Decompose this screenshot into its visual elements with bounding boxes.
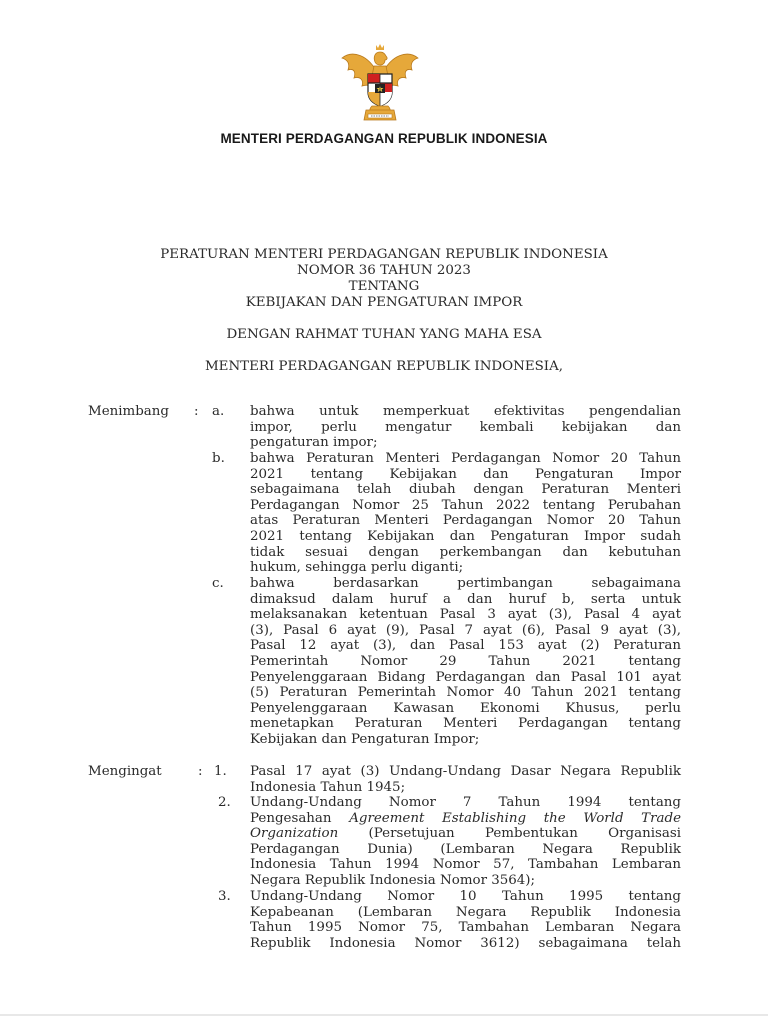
ministry-heading: MENTERI PERDAGANGAN REPUBLIK INDONESIA	[220, 131, 548, 146]
invocation: DENGAN RAHMAT TUHAN YANG MAHA ESA	[226, 327, 542, 342]
text-line: Republik Indonesia Nomor 3612) sebagaimana telah	[250, 935, 681, 951]
text-line: menetapkan Peraturan Menteri Perdagangan tentang	[250, 716, 681, 732]
title-line-4: KEBIJAKAN DAN PENGATURAN IMPOR	[245, 295, 523, 310]
text-line: Perdagangan Dunia) (Lembaran Negara Republik	[250, 841, 681, 857]
legal-basis-item-1	[250, 764, 681, 795]
consideration-marker-a: a.	[212, 404, 225, 419]
text-line: Pasal 17 ayat (3) Undang-Undang Dasar Negara Republik	[250, 764, 681, 779]
text-line: bahwa berdasarkan pertimbangan sebagaimana	[250, 576, 681, 591]
text-line: bahwa untuk memperkuat efektivitas pengendalian	[250, 404, 681, 419]
text-line: melaksanakan ketentuan Pasal 3 ayat (3), Pasal 4 ayat	[250, 607, 681, 623]
consideration-item-a	[250, 404, 681, 451]
menimbang-colon: :	[194, 404, 199, 419]
text-line: Penyelenggaraan Bidang Perdagangan dan Pasal 101 ayat	[250, 669, 681, 685]
consideration-marker-b: b.	[212, 451, 225, 466]
text-line: sebagaimana telah diubah dengan Peraturan Menteri	[250, 482, 681, 498]
text-line: impor, perlu mengatur kembali kebijakan dan	[250, 419, 681, 435]
text-line: Perdagangan Nomor 25 Tahun 2022 tentang Perubahan	[250, 497, 681, 513]
text-line: Undang-Undang Nomor 7 Tahun 1994 tentang	[250, 795, 681, 810]
scan-edge-divider	[0, 1014, 768, 1016]
mengingat-colon: :	[198, 764, 203, 779]
text-line	[250, 811, 681, 827]
text-line: Indonesia Tahun 1994 Nomor 57, Tambahan Lembaran	[250, 857, 681, 873]
regulation-title	[0, 247, 768, 311]
mengingat-label: Mengingat	[88, 764, 162, 779]
text-line: dimaksud dalam huruf a dan huruf b, serta untuk	[250, 591, 681, 607]
text-line: hukum, sehingga perlu diganti;	[250, 560, 464, 576]
text-fragment: Pengesahan	[250, 810, 350, 826]
text-line: bahwa Peraturan Menteri Perdagangan Nomor 20 Tahun	[250, 451, 681, 466]
text-line: Tahun 1995 Nomor 75, Tambahan Lembaran Negara	[250, 920, 681, 936]
legal-basis-marker-1: 1.	[214, 764, 227, 779]
legal-basis-item-3	[250, 889, 681, 951]
text-line: Negara Republik Indonesia Nomor 3564);	[250, 872, 536, 888]
text-line	[250, 826, 681, 842]
italic-title: Agreement Establishing the World Trade	[349, 810, 681, 826]
text-line: atas Peraturan Menteri Perdagangan Nomor 20 Tahun	[250, 513, 681, 529]
consideration-item-c	[250, 576, 681, 748]
text-line: 2021 tentang Kebijakan dan Pengaturan Impor	[250, 466, 681, 482]
text-line: (5) Peraturan Pemerintah Nomor 40 Tahun 2021 tentang	[250, 685, 681, 701]
title-line-3: TENTANG	[348, 279, 420, 294]
text-fragment: (Persetujuan Pembentukan Organisasi	[338, 826, 681, 842]
text-line: Pemerintah Nomor 29 Tahun 2021 tentang	[250, 653, 681, 669]
text-line: 2021 tentang Kebijakan dan Pengaturan Impor sudah	[250, 528, 681, 544]
consideration-marker-c: c.	[212, 576, 224, 591]
text-line: Penyelenggaraan Kawasan Ekonomi Khusus, perlu	[250, 700, 681, 716]
text-line: Pasal 12 ayat (3), dan Pasal 153 ayat (2) Peraturan	[250, 638, 681, 654]
text-line: Kepabeanan (Lembaran Negara Republik Indonesia	[250, 904, 681, 920]
menimbang-label: Menimbang	[88, 404, 169, 419]
text-line: tidak sesuai dengan perkembangan dan kebutuhan	[250, 544, 681, 560]
legal-basis-marker-3: 3.	[218, 889, 231, 904]
issuer-line: MENTERI PERDAGANGAN REPUBLIK INDONESIA,	[204, 359, 564, 374]
title-line-2: NOMOR 36 TAHUN 2023	[297, 263, 471, 278]
italic-title: Organization	[250, 826, 339, 842]
text-line: (3), Pasal 6 ayat (9), Pasal 7 ayat (6), Pasal 9 ayat (3),	[250, 622, 681, 638]
legal-basis-marker-2: 2.	[218, 795, 231, 810]
title-line-1: PERATURAN MENTERI PERDAGANGAN REPUBLIK INDONESIA	[160, 247, 608, 262]
text-line: Undang-Undang Nomor 10 Tahun 1995 tentang	[250, 889, 681, 904]
consideration-item-b	[250, 451, 681, 576]
text-line: pengaturan impor;	[250, 435, 378, 451]
garuda-emblem-icon	[338, 44, 422, 124]
text-line: Kebijakan dan Pengaturan Impor;	[250, 731, 480, 747]
text-line: Indonesia Tahun 1945;	[250, 779, 406, 795]
legal-basis-item-2	[250, 795, 681, 889]
